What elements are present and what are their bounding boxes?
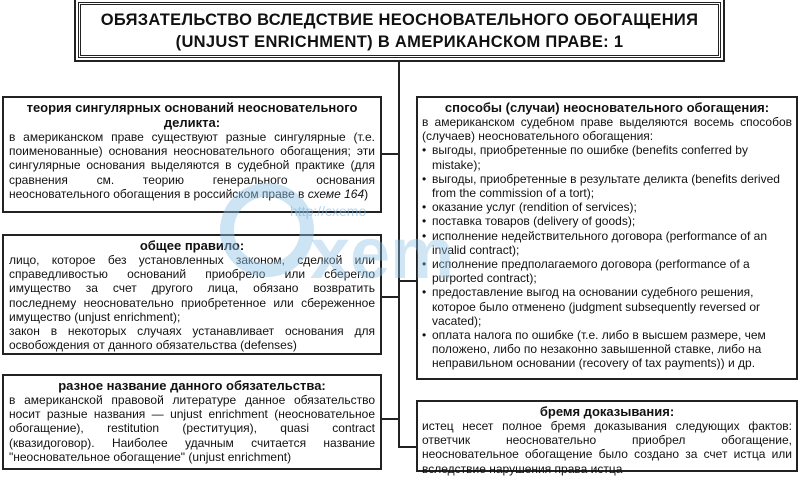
methods-box [416,96,798,380]
title-line-2: (UNJUST ENRICHMENT) В АМЕРИКАНСКОМ ПРАВЕ: 1 [175,33,624,51]
burden-text: истец несет полное бремя доказывания следующих фактов: ответчик неосновательно приобрел обогащение, неосновательное обогащение было создано за счет истца или вследствие нарушения права истца [422,419,792,476]
connector-other-name [381,418,400,420]
theory-text [4,130,380,201]
methods-item: • предоставление выгод на основании судебного решения, которое было отменено (judgment subsequently reversed or vacated); [432,285,796,328]
theory-box [2,96,382,213]
general-rule-heading: общее правило: [139,238,245,253]
theory-text-body: в американском праве существуют разные сингулярные (т.е. поименованные) основания неосновательного обогащения; эти сингулярные основания выделяются в судебной практике (для сравнения см. теорию генерального основания неосновательного обогащения в российском праве в [9,130,375,201]
watermark-url: http://cxemo [290,203,367,219]
connector-burden [398,446,417,448]
theory-heading [4,100,380,130]
title-box [78,2,721,58]
theory-heading-line-2: деликта: [163,115,221,130]
other-name-text: в американской правовой литературе данное обязательство носит разные названия — unjust enrichment (неосновательное обогащение), restitution (реституция), quasi contract (квазидоговор). Наиболее удачным считается название "неосновательное обогащение" (unjust enrichment) [9,393,375,464]
methods-list [418,143,796,370]
connector-vertical [398,62,400,447]
methods-item: • исполнение недействительного договора (performance of an invalid contract); [432,229,796,257]
burden-box [416,400,798,476]
general-rule-text-2: закон в некоторых случаях устанавливает основания для освобождения от данного обязательства (defenses) [9,324,375,353]
connector-general-rule [381,296,400,298]
theory-text-end: ) [364,186,369,201]
methods-item: • исполнение предполагаемого договора (performance of a purported contract); [432,257,796,285]
connector-methods [398,280,417,282]
methods-heading: способы (случаи) неосновательного обогащения: [444,100,770,115]
other-name-heading: разное название данного обязательства: [58,378,326,393]
methods-intro: в американском судебном праве выделяются восемь способов (случаев) неосновательного обогащения: [422,115,792,144]
connector-theory [381,153,400,155]
methods-item: • оплата налога по ошибке (т.е. либо в высшем размере, чем положено, либо по незаконно завышенной ставке, либо на неправильном основании (recovery of tax payments)) и др. [432,328,796,371]
methods-item: • выгоды, приобретенные в результате деликта (benefits derived from the commission of a tort); [432,172,796,200]
theory-heading-line-1: теория сингулярных оснований неосновательного [26,100,358,115]
general-rule-box [2,234,382,355]
burden-heading: бремя доказывания: [539,404,675,419]
methods-item: • выгоды, приобретенные по ошибке (benefits conferred by mistake); [432,143,796,171]
general-rule-text-1: лицо, которое без установленных законом, сделкой или справедливостью оснований приобрело или сберегло имущество за счет другого лица, обязано возвратить последнему неосновательно приобретенное или сбереженное имущество (unjust enrichment); [9,253,375,324]
methods-item: • поставка товаров (delivery of goods); [432,214,796,228]
title-line-1: ОБЯЗАТЕЛЬСТВО ВСЛЕДСТВИЕ НЕОСНОВАТЕЛЬНОГО ОБОГАЩЕНИЯ [100,11,699,29]
theory-ref: схеме 164 [307,186,365,201]
other-name-box [2,374,382,470]
methods-item: • оказание услуг (rendition of services); [432,200,796,214]
watermark-brand: xem [310,214,455,293]
